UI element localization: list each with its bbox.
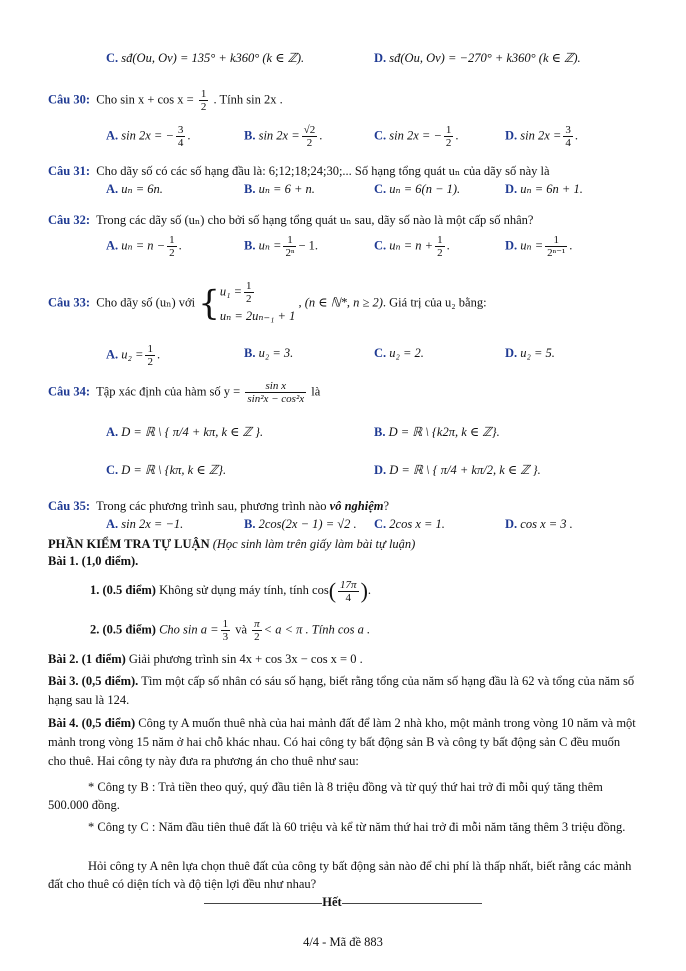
q30-option-b: B. sin 2x = $\frac{√2}{2}$ . bbox=[244, 124, 323, 149]
option-text: sđ(Ou, Ov) = 135° + k360° (k ∈ ℤ). bbox=[121, 51, 305, 65]
q32-option-c: C. uₙ = n + $\frac{1}{2}$ . bbox=[374, 234, 450, 259]
essay-heading: PHẦN KIỂM TRA TỰ LUẬN (Học sinh làm trên giấy làm bài tự luận) bbox=[48, 537, 416, 551]
q33-option-d: D. u₂ = 5. bbox=[505, 346, 555, 360]
q34-option-b: B. D = ℝ \ {k2π, k ∈ ℤ}. bbox=[374, 425, 500, 439]
equation-system: u₁ = $\frac{1}{2}$ uₙ = 2uₙ₋₁ + 1 bbox=[219, 280, 296, 323]
question-31: Câu 31: Cho dãy số có các số hạng đầu là: 6;12;18;24;30;... Số hạng tổng quát uₙ của dãy số này là bbox=[48, 164, 550, 178]
option-text: sđ(Ou, Ov) = −270° + k360° (k ∈ ℤ). bbox=[389, 51, 581, 65]
question-30 bbox=[48, 88, 283, 113]
bai1-part2: 2. (0.5 điểm) Cho sin a = $\frac{1}{3}$ và $\frac{\pi}{2}$ < a < π . Tính cos a . bbox=[90, 618, 371, 643]
q34-option-a: A. D = ℝ \ { π/4 + kπ, k ∈ ℤ }. bbox=[106, 425, 264, 439]
bai1-title: Bài 1. (1,0 điểm). bbox=[48, 554, 139, 568]
q32-option-b: B. uₙ = $\frac{1}{\text{2ⁿ}}$ − 1. bbox=[244, 234, 319, 259]
question-32: Câu 32: Trong các dãy số (uₙ) cho bởi số hạng tổng quát uₙ sau, dãy số nào là một cấp số nhân? bbox=[48, 213, 534, 227]
option-label: C. bbox=[106, 51, 119, 65]
q35-option-a: A. sin 2x = −1. bbox=[106, 517, 184, 531]
question-34: Câu 34: Tập xác định của hàm số y = $\frac{\text{sin x}}{\text{sin²x − cos²x}}$ là bbox=[48, 380, 321, 405]
bai4-company-b: * Công ty B : Trả tiền theo quý, quý đầu tiên là 8 triệu đồng và từ quý thứ hai trở đi mỗi quý tăng thêm 500.000 đồng. bbox=[48, 780, 603, 812]
bai3: Bài 3. (0,5 điểm). Tìm một cấp số nhân có sáu số hạng, biết rằng tổng của năm số hạng đầu là 62 và tổng của năm số hạng sau là 124. bbox=[48, 674, 635, 707]
bai4-company-c: * Công ty C : Năm đầu tiên thuê đất là 60 triệu và kể từ năm thứ hai trở đi mỗi năm tăng thêm 3 triệu đồng. bbox=[88, 820, 626, 834]
page-footer: 4/4 - Mã đề 883 bbox=[303, 935, 383, 949]
q31-option-a: A. uₙ = 6n. bbox=[106, 182, 163, 196]
q33-option-c: C. u₂ = 2. bbox=[374, 346, 424, 360]
fraction: $\frac{\text{sin x}}{\text{sin²x − cos²x}}$ bbox=[247, 380, 305, 405]
q31-option-b: B. uₙ = 6 + n. bbox=[244, 182, 315, 196]
question-35: Câu 35: Trong các phương trình sau, phương trình nào vô nghiệm? bbox=[48, 499, 390, 513]
bai4: Bài 4. (0,5 điểm) Công ty A muốn thuê nhà của hai mảnh đất để làm 2 nhà kho, một mảnh trong vòng 10 năm và một mảnh trong vòng 15 năm ở hai chỗ khác nhau. Có hai công ty bất động sản B và công ty bất động sản C đều muốn cho thuê. Hai công ty này đưa ra phương án cho thuê như sau: bbox=[48, 716, 636, 768]
q35-option-d: D. cos x = 3 . bbox=[505, 517, 573, 531]
question-text: Cho sin x + cos x = bbox=[96, 92, 194, 107]
q30-option-a: A. sin 2x = − $\frac{3}{4}$ . bbox=[106, 124, 191, 149]
fraction: $\frac{1}{2}$ bbox=[200, 88, 207, 113]
q33-option-a: A. u₂ = $\frac{1}{2}$ . bbox=[106, 343, 161, 368]
end-mark: Hết bbox=[0, 895, 686, 910]
bai4-question: Hỏi công ty A nên lựa chọn thuê đất của công ty bất động sản nào để chi phí là thấp nhất, biết rằng các mảnh đất cho thuê có diện tích và độ tiện lợi đều như nhau? bbox=[48, 859, 632, 891]
question-33: Câu 33: Cho dãy số (uₙ) với {u₁ = $\frac{1}{2}$ uₙ = 2uₙ₋₁ + 1 , (n ∈ ℕ*, n ≥ 2). Giá trị của u₂ bằng: bbox=[48, 280, 487, 327]
q30-option-c: C. sin 2x = − $\frac{1}{2}$ . bbox=[374, 124, 459, 149]
option-label: D. bbox=[374, 51, 387, 65]
q33-option-b: B. u₂ = 3. bbox=[244, 346, 294, 360]
q30-option-d: D. sin 2x = $\frac{3}{4}$ . bbox=[505, 124, 578, 149]
q29-option-d bbox=[374, 50, 581, 66]
question-text-end: . Tính sin 2x . bbox=[213, 92, 283, 107]
q29-option-c bbox=[106, 50, 304, 66]
q34-option-d: D. D = ℝ \ { π/4 + kπ/2, k ∈ ℤ }. bbox=[374, 463, 541, 477]
q35-option-c: C. 2cos x = 1. bbox=[374, 517, 445, 531]
emphasis: vô nghiệm bbox=[329, 499, 384, 513]
system-brace: { bbox=[198, 283, 220, 324]
q32-option-d: D. uₙ = $\frac{1}{\text{2ⁿ⁻¹}}$ . bbox=[505, 234, 573, 259]
q35-option-b: B. 2cos(2x − 1) = √2 . bbox=[244, 517, 357, 531]
q34-option-c: C. D = ℝ \ {kπ, k ∈ ℤ}. bbox=[106, 463, 227, 477]
q31-option-c: C. uₙ = 6(n − 1). bbox=[374, 182, 461, 196]
question-label: Câu 30: bbox=[48, 92, 91, 107]
q32-option-a: A. uₙ = n − $\frac{1}{2}$ . bbox=[106, 234, 182, 259]
q31-option-d: D. uₙ = 6n + 1. bbox=[505, 182, 583, 196]
bai1-part1: 1. (0.5 điểm) Không sử dụng máy tính, tính cos( $\frac{17\pi}{4}$ ). bbox=[90, 578, 372, 604]
bai2: Bài 2. (1 điểm) Giải phương trình sin 4x + cos 3x − cos x = 0 . bbox=[48, 652, 363, 666]
